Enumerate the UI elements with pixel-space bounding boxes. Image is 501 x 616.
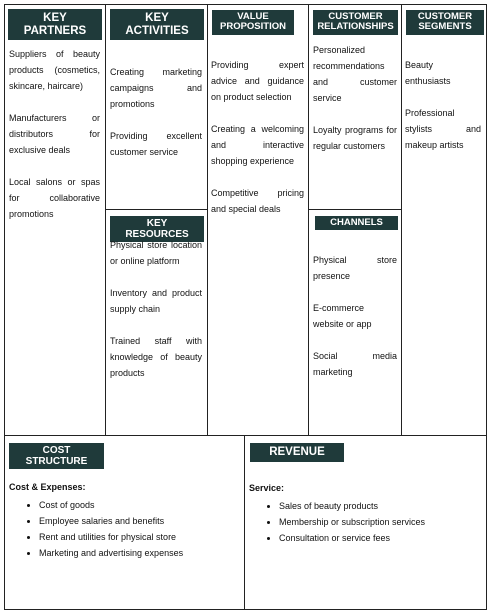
list-item: Providing excellent customer service [110, 131, 202, 157]
revenue-title: REVENUE [250, 443, 344, 462]
customer-relationships-list [313, 42, 397, 154]
customer-relationships-title-line1: CUSTOMER [328, 11, 383, 22]
list-item: Physical store location or online platform [110, 240, 202, 266]
cost-structure-list [9, 497, 239, 561]
list-item: Creating marketing campaigns and promotions [110, 67, 202, 109]
list-item: Social media marketing [313, 351, 397, 377]
key-partners-list [9, 46, 100, 222]
list-item: Providing expert advice and guidance on product selection [211, 60, 304, 102]
channels-list [313, 252, 397, 380]
list-item: • Rent and utilities for physical store [39, 529, 239, 545]
customer-relationships-title-line2: RELATIONSHIPS [317, 21, 394, 33]
list-item: Trained staff with knowledge of beauty products [110, 336, 202, 378]
key-activities-list [110, 64, 202, 160]
revenue-lead: Service: [249, 483, 285, 493]
list-item: Physical store presence [313, 255, 397, 281]
value-proposition-list [211, 57, 304, 217]
cost-structure-lead: Cost & Expenses: [9, 482, 86, 492]
cost-structure-body [9, 479, 239, 561]
value-proposition-title-line2: PROPOSITION [220, 21, 286, 33]
list-item: • Membership or subscription services [279, 514, 481, 530]
list-item: • Employee salaries and benefits [39, 513, 239, 529]
list-item: Personalized recommendations and customer service [313, 45, 397, 103]
value-proposition-title [212, 10, 294, 35]
list-item: Professional stylists and makeup artists [405, 108, 481, 150]
key-resources-list [110, 237, 202, 381]
list-item: • Consultation or service fees [279, 530, 481, 546]
list-item: Creating a welcoming and interactive shopping experience [211, 124, 304, 166]
list-item: Local salons or spas for collaborative promotions [9, 177, 100, 219]
key-activities-title: KEY ACTIVITIES [110, 9, 204, 40]
list-item: Loyalty programs for regular customers [313, 125, 397, 151]
list-item: Beauty enthusiasts [405, 60, 451, 86]
cost-structure-title: COST STRUCTURE [9, 443, 104, 469]
revenue-body [249, 480, 481, 546]
list-item: Manufacturers or distributors for exclusive deals [9, 113, 100, 155]
customer-segments-title [406, 10, 484, 35]
value-proposition-title-line1: VALUE [237, 11, 269, 22]
list-item: Competitive pricing and special deals [211, 188, 304, 214]
customer-segments-list [405, 57, 481, 153]
key-partners-title: KEY PARTNERS [8, 9, 102, 40]
list-item: • Cost of goods [39, 497, 239, 513]
list-item: Inventory and product supply chain [110, 288, 202, 314]
customer-segments-title-line1: CUSTOMER [417, 11, 473, 22]
key-resources-title: KEY RESOURCES [110, 216, 204, 242]
customer-segments-title-line2: SEGMENTS [418, 21, 472, 33]
revenue-list [249, 498, 481, 546]
list-item: E-commerce website or app [313, 303, 372, 329]
list-item: Suppliers of beauty products (cosmetics, skincare, haircare) [9, 49, 100, 91]
customer-relationships-title [313, 10, 398, 35]
list-item: • Sales of beauty products [279, 498, 481, 514]
channels-title: CHANNELS [315, 216, 398, 230]
list-item: • Marketing and advertising expenses [39, 545, 239, 561]
